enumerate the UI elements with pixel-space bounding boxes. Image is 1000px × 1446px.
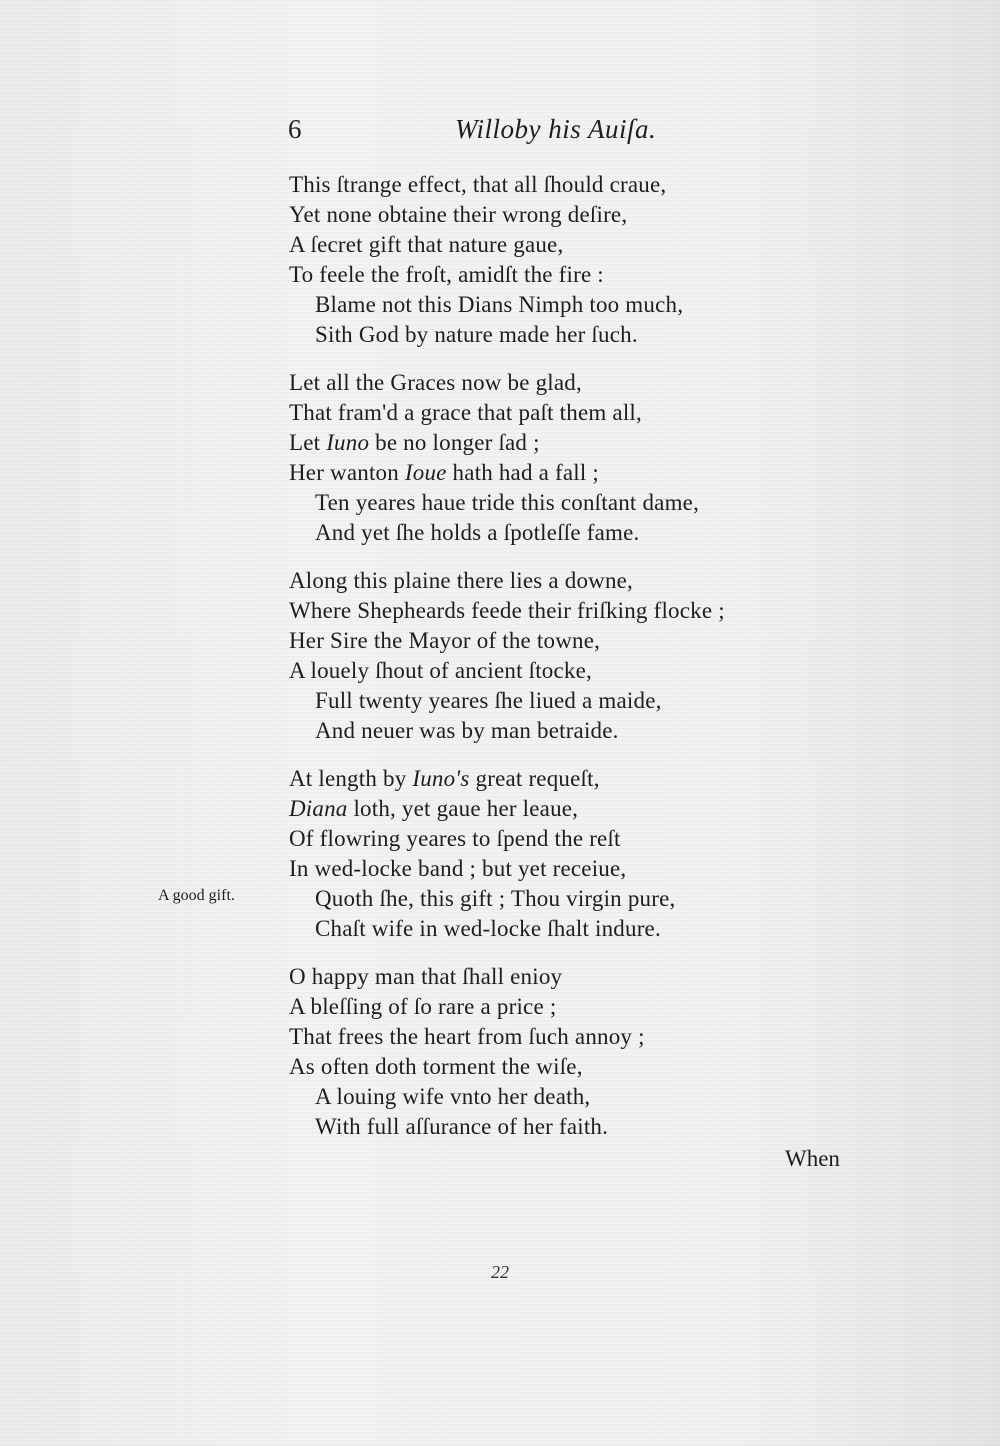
verse-line: Sith God by nature made her ſuch. (315, 322, 638, 347)
verse-line: Yet none obtaine their wrong deſire, (289, 202, 628, 227)
verse-line: With full aſſurance of her faith. (315, 1114, 609, 1139)
folio-number: 22 (491, 1262, 509, 1282)
verse-line: Let Iuno be no longer ſad ; (289, 430, 540, 455)
verse-line: Full twenty yeares ſhe liued a maide, (315, 688, 662, 713)
verse-line: Blame not this Dians Nimph too much, (315, 292, 684, 317)
running-title: Willoby his Auiſa. (455, 114, 657, 144)
verse-line: Of flowring yeares to ſpend the reſt (289, 826, 621, 851)
verse-line: And neuer was by man betraide. (315, 718, 619, 743)
verse-line: Her Sire the Mayor of the towne, (289, 628, 601, 653)
verse-line: And yet ſhe holds a ſpotleſſe fame. (315, 520, 640, 545)
catchword: When (785, 1146, 840, 1171)
marginal-note: A good gift. (158, 887, 235, 904)
verse-line: Ten yeares haue tride this conſtant dame, (315, 490, 700, 515)
verse-line: In wed-locke band ; but yet receiue, (289, 856, 627, 881)
verse-line: Quoth ſhe, this gift ; Thou virgin pure, (315, 886, 676, 911)
page-number: 6 (288, 114, 302, 144)
verse-line: Diana loth, yet gaue her leaue, (289, 796, 579, 821)
verse-line: A ſecret gift that nature gaue, (289, 232, 564, 257)
running-head (0, 114, 1000, 154)
verse-line: This ſtrange effect, that all ſhould craue, (289, 172, 667, 197)
verse-line: To feele the froſt, amidſt the fire : (289, 262, 604, 287)
verse-line: Along this plaine there lies a downe, (289, 568, 634, 593)
verse-line: As often doth torment the wiſe, (289, 1054, 583, 1079)
verse-line: Where Shepheards feede their friſking flocke ; (289, 598, 725, 623)
verse-line: That fram'd a grace that paſt them all, (289, 400, 642, 425)
verse-line: A louely ſhout of ancient ſtocke, (289, 658, 592, 683)
verse-line: Let all the Graces now be glad, (289, 370, 582, 395)
verse-line: Chaſt wife in wed-locke ſhalt indure. (315, 916, 661, 941)
verse-line: Her wanton Ioue hath had a fall ; (289, 460, 599, 485)
verse-line: That frees the heart from ſuch annoy ; (289, 1024, 645, 1049)
verse-line: A louing wife vnto her death, (315, 1084, 591, 1109)
verse-line: O happy man that ſhall enioy (289, 964, 563, 989)
verse-line: A bleſſing of ſo rare a price ; (289, 994, 557, 1019)
verse-line: At length by Iuno's great requeſt, (289, 766, 600, 791)
